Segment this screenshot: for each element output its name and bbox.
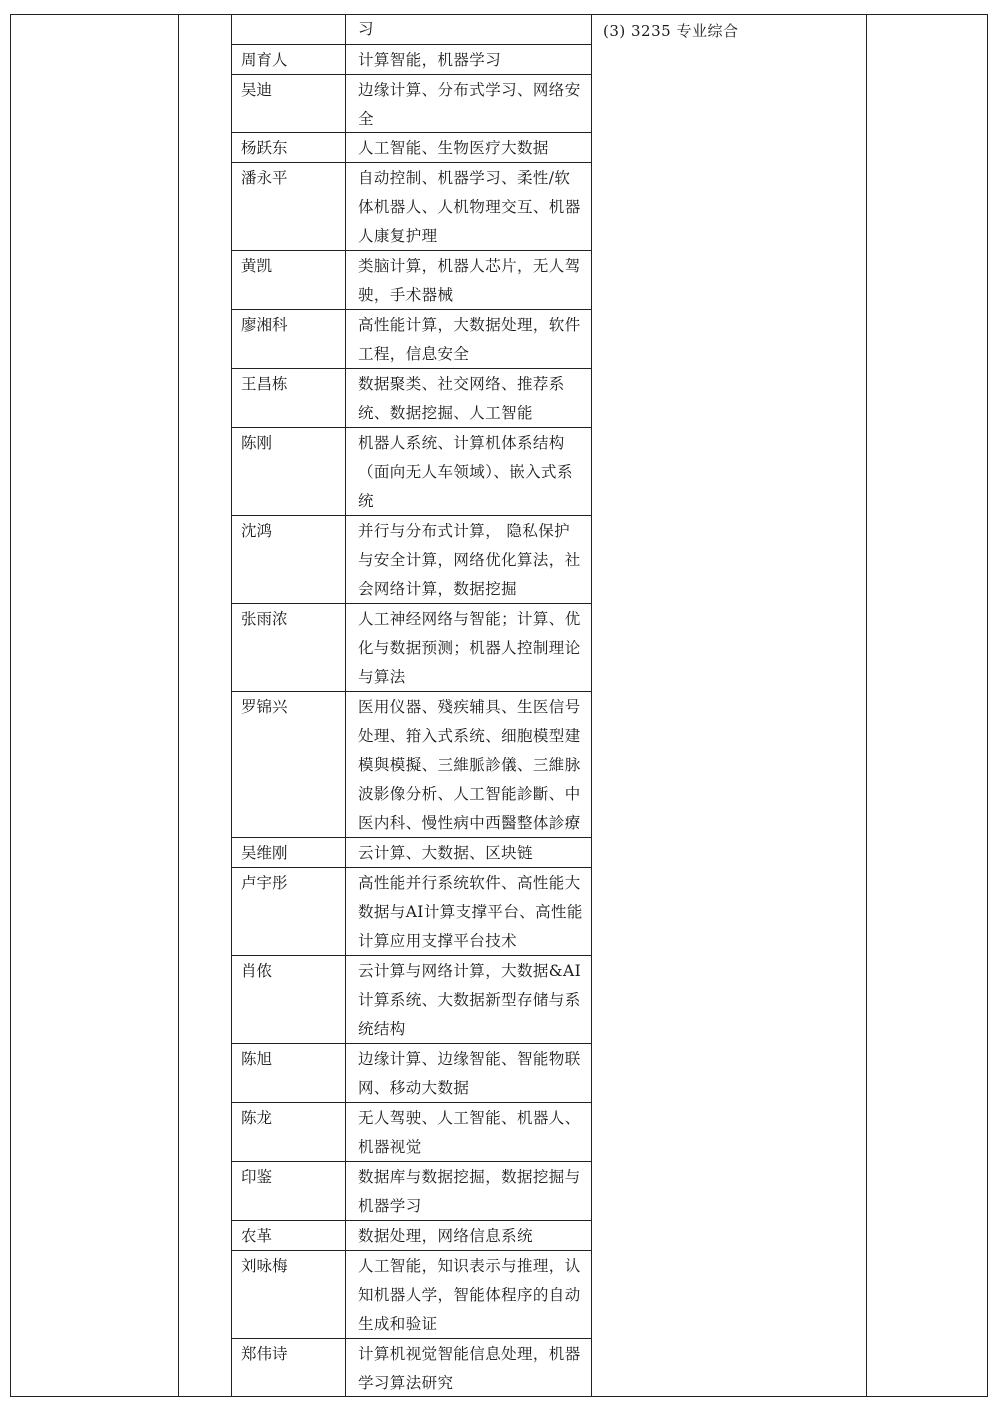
research-direction: 高性能计算，大数据处理，软件工程，信息安全 — [358, 316, 581, 363]
column-divider — [866, 14, 867, 1397]
table-row — [231, 133, 591, 163]
research-direction: 类脑计算，机器人芯片，无人驾驶，手术器械 — [358, 257, 581, 304]
table-row — [231, 369, 591, 428]
research-direction: 人工智能、生物医疗大数据 — [358, 139, 549, 157]
research-direction: 习 — [358, 20, 374, 38]
column-divider — [591, 14, 592, 1397]
table-row — [231, 1044, 591, 1103]
supervisor-name: 廖湘科 — [241, 316, 288, 334]
table-row — [231, 838, 591, 868]
supervisor-name: 吴维刚 — [241, 844, 288, 862]
supervisor-name: 农革 — [241, 1227, 273, 1245]
research-direction: 计算机视觉智能信息处理，机器学习算法研究 — [358, 1345, 581, 1392]
supervisor-name: 卢宇彤 — [241, 874, 288, 892]
supervisor-table — [231, 14, 591, 1401]
research-direction: 自动控制、机器学习、柔性/软体机器人、人机物理交互、机器人康复护理 — [358, 169, 581, 245]
research-direction: 高性能并行系统软件、高性能大数据与AI计算支撑平台、高性能计算应用支撑平台技术 — [358, 874, 583, 950]
supervisor-name: 潘永平 — [241, 169, 288, 187]
supervisor-name: 陈刚 — [241, 434, 273, 452]
research-direction: 数据聚类、社交网络、推荐系统、数据挖掘、人工智能 — [358, 375, 565, 422]
supervisor-name: 沈鸿 — [241, 522, 273, 540]
research-direction: 机器人系统、计算机体系结构（面向无人车领域）、嵌入式系统 — [358, 434, 573, 510]
table-row — [231, 1339, 591, 1401]
supervisor-name: 周育人 — [241, 51, 288, 69]
exam-subject: (3) 3235 专业综合 — [603, 22, 739, 40]
table-row — [231, 14, 591, 45]
table-row — [231, 1221, 591, 1251]
research-direction: 云计算、大数据、区块链 — [358, 844, 533, 862]
column-divider — [178, 14, 179, 1397]
research-direction: 人工神经网络与智能；计算、优化与数据预测；机器人控制理论与算法 — [358, 610, 581, 686]
research-direction: 计算智能，机器学习 — [358, 51, 502, 69]
supervisor-name: 陈旭 — [241, 1050, 273, 1068]
supervisor-name: 陈龙 — [241, 1109, 273, 1127]
table-row — [231, 1162, 591, 1221]
supervisor-name: 黄凯 — [241, 257, 273, 275]
supervisor-name: 郑伟诗 — [241, 1345, 288, 1363]
research-direction: 云计算与网络计算，大数据&AI计算系统、大数据新型存储与系统结构 — [358, 962, 582, 1038]
table-row — [231, 516, 591, 604]
research-direction: 数据处理，网络信息系统 — [358, 1227, 533, 1245]
research-direction: 并行与分布式计算， 隐私保护与安全计算，网络优化算法，社会网络计算，数据挖掘 — [358, 522, 581, 598]
research-direction: 人工智能，知识表示与推理，认知机器人学，智能体程序的自动生成和验证 — [358, 1257, 581, 1333]
supervisor-name — [241, 14, 341, 44]
research-direction: 无人驾驶、人工智能、机器人、机器视觉 — [358, 1109, 581, 1156]
table-row — [231, 310, 591, 369]
supervisor-name: 王昌栋 — [241, 375, 288, 393]
table-row — [231, 604, 591, 692]
table-row — [231, 45, 591, 75]
table-row — [231, 163, 591, 251]
table-row — [231, 692, 591, 838]
supervisor-name: 刘咏梅 — [241, 1257, 288, 1275]
research-direction: 数据库与数据挖掘，数据挖掘与机器学习 — [358, 1168, 581, 1215]
research-direction: 边缘计算、边缘智能、智能物联网、移动大数据 — [358, 1050, 581, 1097]
supervisor-name: 杨跃东 — [241, 139, 288, 157]
table-row — [231, 1103, 591, 1162]
research-direction: 医用仪器、殘疾辅具、生医信号处理、箝入式系统、细胞模型建模與模擬、三維脈診儀、三維脉波影像分析、人工智能診斷、中医内科、慢性病中西醫整体診療 — [358, 698, 581, 832]
supervisor-name: 张雨浓 — [241, 610, 288, 628]
supervisor-name: 罗锦兴 — [241, 698, 288, 716]
table-row — [231, 1251, 591, 1339]
table-row — [231, 868, 591, 956]
research-direction: 边缘计算、分布式学习、网络安全 — [358, 81, 581, 128]
table-row — [231, 251, 591, 310]
supervisor-name: 吴迪 — [241, 81, 273, 99]
table-row — [231, 428, 591, 516]
table-row — [231, 956, 591, 1044]
supervisor-name: 肖侬 — [241, 962, 273, 980]
table-row — [231, 75, 591, 133]
supervisor-name: 印鉴 — [241, 1168, 273, 1186]
